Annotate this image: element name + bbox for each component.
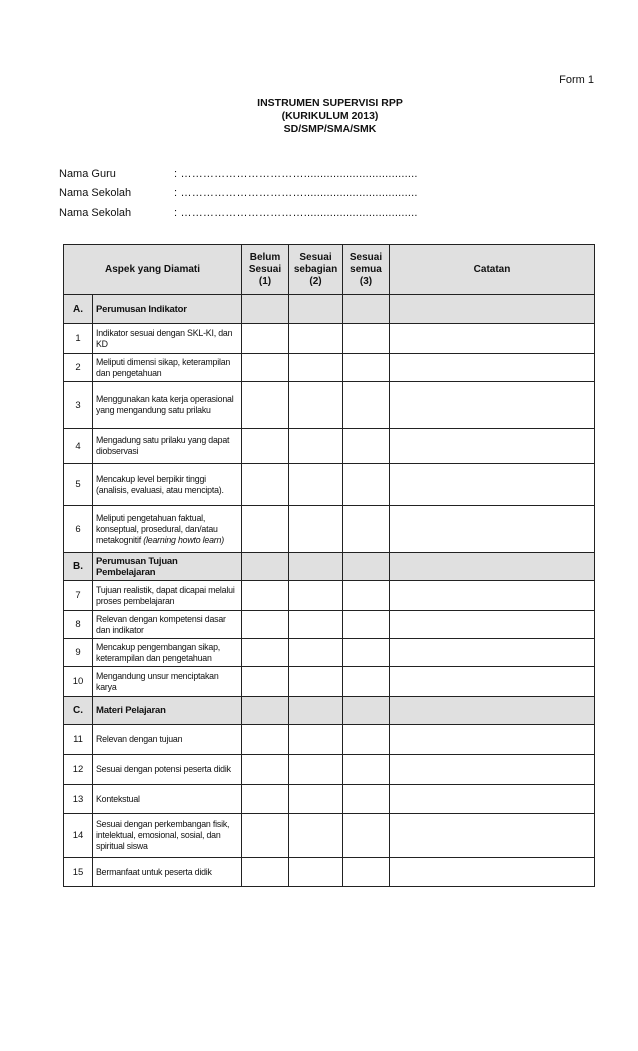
catatan-cell	[390, 697, 595, 725]
rating-sebagian-cell[interactable]	[289, 755, 343, 785]
description-text: Relevan dengan kompetensi dasar dan indikator	[96, 613, 226, 635]
rating-semua-cell[interactable]	[343, 858, 390, 887]
description-text: Mengadung satu prilaku yang dapat diobservasi	[96, 435, 230, 456]
rating-belum-cell	[242, 295, 289, 324]
row-number: 3	[64, 382, 93, 429]
description-text: Mencakup level berpikir tinggi (analisis, evaluasi, atau mencipta).	[96, 473, 224, 495]
catatan-cell[interactable]	[390, 324, 595, 354]
description-text: Indikator sesuai dengan SKL-KI, dan KD	[96, 327, 233, 349]
row-number: A.	[64, 295, 93, 324]
rating-sebagian-cell	[289, 553, 343, 581]
aspect-description	[93, 354, 242, 382]
row-number: 6	[64, 506, 93, 553]
description-text: Perumusan Indikator	[96, 303, 187, 315]
rating-semua-cell[interactable]	[343, 639, 390, 667]
header-text: Belum	[249, 251, 281, 263]
rating-semua-cell	[343, 697, 390, 725]
aspect-description	[93, 667, 242, 697]
rating-semua-cell[interactable]	[343, 725, 390, 755]
header-aspek: Aspek yang Diamati	[64, 245, 242, 295]
aspect-description	[93, 858, 242, 887]
row-number: 14	[64, 814, 93, 858]
rating-belum-cell[interactable]	[242, 324, 289, 354]
row-number: 15	[64, 858, 93, 887]
rating-belum-cell[interactable]	[242, 725, 289, 755]
table-row	[64, 464, 595, 506]
rating-semua-cell[interactable]	[343, 354, 390, 382]
row-number: C.	[64, 697, 93, 725]
header-sesuai-sebagian	[289, 245, 343, 295]
rating-sebagian-cell[interactable]	[289, 382, 343, 429]
description-text: Bermanfaat untuk peserta didik	[96, 866, 212, 877]
catatan-cell[interactable]	[390, 581, 595, 611]
field-label: Nama Sekolah	[59, 207, 132, 219]
description-text: Sesuai dengan perkembangan fisik, intelektual, emosional, sosial, dan spiritual siswa	[96, 819, 230, 851]
field-nama-sekolah	[59, 187, 418, 199]
table-row	[64, 785, 595, 814]
section-title	[93, 295, 242, 324]
rating-semua-cell[interactable]	[343, 581, 390, 611]
header-text: Sesuai	[299, 251, 332, 263]
field-value: : ……………………………...................................	[174, 187, 418, 199]
table-row	[64, 382, 595, 429]
description-text: Menggunakan kata kerja operasional yang mengandung satu prilaku	[96, 394, 234, 415]
rating-sebagian-cell[interactable]	[289, 611, 343, 639]
table-row	[64, 611, 595, 639]
table-body	[64, 295, 595, 887]
rating-sebagian-cell[interactable]	[289, 354, 343, 382]
title-line-1: INSTRUMEN SUPERVISI RPP	[257, 97, 403, 109]
table-row	[64, 667, 595, 697]
row-number: 11	[64, 725, 93, 755]
header-text: Sesuai	[248, 263, 282, 275]
catatan-cell[interactable]	[390, 464, 595, 506]
catatan-cell[interactable]	[390, 354, 595, 382]
header-text: semua	[350, 263, 382, 275]
rating-sebagian-cell[interactable]	[289, 324, 343, 354]
description-text: Mencakup pengembangan sikap, keterampilan dan pengetahuan	[96, 641, 220, 663]
rating-belum-cell[interactable]	[242, 639, 289, 667]
aspect-description	[93, 755, 242, 785]
table-row	[64, 581, 595, 611]
document-title	[200, 97, 460, 136]
row-number: 12	[64, 755, 93, 785]
rating-belum-cell[interactable]	[242, 755, 289, 785]
aspect-description	[93, 324, 242, 354]
aspect-description	[93, 814, 242, 858]
header-text: sebagian	[293, 263, 338, 275]
catatan-cell[interactable]	[390, 858, 595, 887]
table-row	[64, 429, 595, 464]
description-text: Meliputi pengetahuan faktual, konseptual, prosedural, dan/atau metakognitif	[96, 512, 218, 545]
description-text: Perumusan Tujuan Pembelajaran	[96, 555, 178, 578]
header-text: Sesuai	[349, 251, 383, 263]
rating-sebagian-cell[interactable]	[289, 814, 343, 858]
title-line-2: (KURIKULUM 2013)	[281, 110, 379, 122]
header-catatan: Catatan	[390, 245, 595, 295]
row-number: 7	[64, 581, 93, 611]
rating-semua-cell[interactable]	[343, 506, 390, 553]
field-value: : ……………………………...................................	[174, 168, 418, 180]
rating-sebagian-cell[interactable]	[289, 667, 343, 697]
rating-sebagian-cell[interactable]	[289, 639, 343, 667]
row-number: B.	[64, 553, 93, 581]
rating-sebagian-cell	[289, 697, 343, 725]
aspect-description	[93, 725, 242, 755]
rating-belum-cell[interactable]	[242, 354, 289, 382]
section-row	[64, 697, 595, 725]
rating-belum-cell	[242, 553, 289, 581]
rating-semua-cell[interactable]	[343, 429, 390, 464]
table-row	[64, 639, 595, 667]
aspect-description	[93, 506, 242, 553]
catatan-cell[interactable]	[390, 814, 595, 858]
rating-sebagian-cell[interactable]	[289, 464, 343, 506]
rating-semua-cell[interactable]	[343, 382, 390, 429]
catatan-cell[interactable]	[390, 382, 595, 429]
rating-belum-cell[interactable]	[242, 667, 289, 697]
table-row	[64, 725, 595, 755]
rating-semua-cell[interactable]	[343, 611, 390, 639]
rating-belum-cell	[242, 697, 289, 725]
table-row	[64, 324, 595, 354]
field-nama-sekolah-2	[59, 207, 418, 219]
rating-semua-cell[interactable]	[343, 464, 390, 506]
table-row	[64, 858, 595, 887]
description-text: Meliputi dimensi sikap, keterampilan dan pengetahuan	[96, 356, 231, 378]
description-text: Relevan dengan tujuan	[96, 734, 183, 744]
row-number: 1	[64, 324, 93, 354]
rating-semua-cell[interactable]	[343, 755, 390, 785]
header-text: (2)	[309, 275, 322, 287]
rating-sebagian-cell[interactable]	[289, 429, 343, 464]
field-value: : ……………………………...................................	[174, 207, 418, 219]
row-number: 5	[64, 464, 93, 506]
rating-belum-cell[interactable]	[242, 429, 289, 464]
supervision-table	[63, 244, 595, 887]
rating-sebagian-cell[interactable]	[289, 506, 343, 553]
rating-belum-cell[interactable]	[242, 464, 289, 506]
description-text: Mengandung unsur menciptakan karya	[96, 670, 219, 692]
aspect-description	[93, 581, 242, 611]
table-row	[64, 354, 595, 382]
rating-belum-cell[interactable]	[242, 785, 289, 814]
section-title	[93, 697, 242, 725]
table-row	[64, 506, 595, 553]
catatan-cell[interactable]	[390, 785, 595, 814]
aspect-description	[93, 639, 242, 667]
section-title	[93, 553, 242, 581]
row-number: 10	[64, 667, 93, 697]
catatan-cell[interactable]	[390, 725, 595, 755]
table-row	[64, 814, 595, 858]
description-text: Kontekstual	[96, 793, 140, 804]
field-label: Nama Guru	[59, 168, 116, 180]
rating-semua-cell[interactable]	[343, 814, 390, 858]
aspect-description	[93, 429, 242, 464]
description-text: Tujuan realistik, dapat dicapai melalui proses pembelajaran	[96, 584, 235, 606]
rating-belum-cell[interactable]	[242, 814, 289, 858]
rating-semua-cell	[343, 295, 390, 324]
form-number-label: Form 1	[559, 74, 594, 86]
rating-sebagian-cell[interactable]	[289, 581, 343, 611]
header-text: (1)	[258, 275, 272, 287]
rating-sebagian-cell	[289, 295, 343, 324]
section-row	[64, 553, 595, 581]
description-text: Sesuai dengan potensi peserta didik	[96, 764, 231, 774]
rating-semua-cell[interactable]	[343, 667, 390, 697]
row-number: 8	[64, 611, 93, 639]
row-number: 13	[64, 785, 93, 814]
rating-semua-cell[interactable]	[343, 324, 390, 354]
description-text: Materi Pelajaran	[96, 705, 166, 716]
catatan-cell[interactable]	[390, 667, 595, 697]
row-number: 9	[64, 639, 93, 667]
catatan-cell[interactable]	[390, 611, 595, 639]
aspect-description	[93, 611, 242, 639]
row-number: 2	[64, 354, 93, 382]
rating-sebagian-cell[interactable]	[289, 858, 343, 887]
catatan-cell	[390, 553, 595, 581]
catatan-cell[interactable]	[390, 755, 595, 785]
table-row	[64, 755, 595, 785]
rating-belum-cell[interactable]	[242, 858, 289, 887]
header-text: (3)	[359, 275, 373, 287]
row-number: 4	[64, 429, 93, 464]
catatan-cell	[390, 295, 595, 324]
description-italic-text: (learning howto learn)	[143, 534, 224, 545]
rating-belum-cell[interactable]	[242, 581, 289, 611]
rating-belum-cell[interactable]	[242, 382, 289, 429]
field-label: Nama Sekolah	[59, 187, 132, 199]
section-row	[64, 295, 595, 324]
aspect-description	[93, 382, 242, 429]
aspect-description	[93, 785, 242, 814]
title-line-3: SD/SMP/SMA/SMK	[283, 123, 377, 135]
field-nama-guru	[59, 168, 418, 180]
rating-sebagian-cell[interactable]	[289, 785, 343, 814]
rating-belum-cell[interactable]	[242, 506, 289, 553]
rating-belum-cell[interactable]	[242, 611, 289, 639]
catatan-cell[interactable]	[390, 506, 595, 553]
catatan-cell[interactable]	[390, 429, 595, 464]
rating-semua-cell[interactable]	[343, 785, 390, 814]
rating-semua-cell	[343, 553, 390, 581]
rating-sebagian-cell[interactable]	[289, 725, 343, 755]
aspect-description	[93, 464, 242, 506]
header-sesuai-semua	[343, 245, 390, 295]
catatan-cell[interactable]	[390, 639, 595, 667]
header-belum-sesuai	[242, 245, 289, 295]
